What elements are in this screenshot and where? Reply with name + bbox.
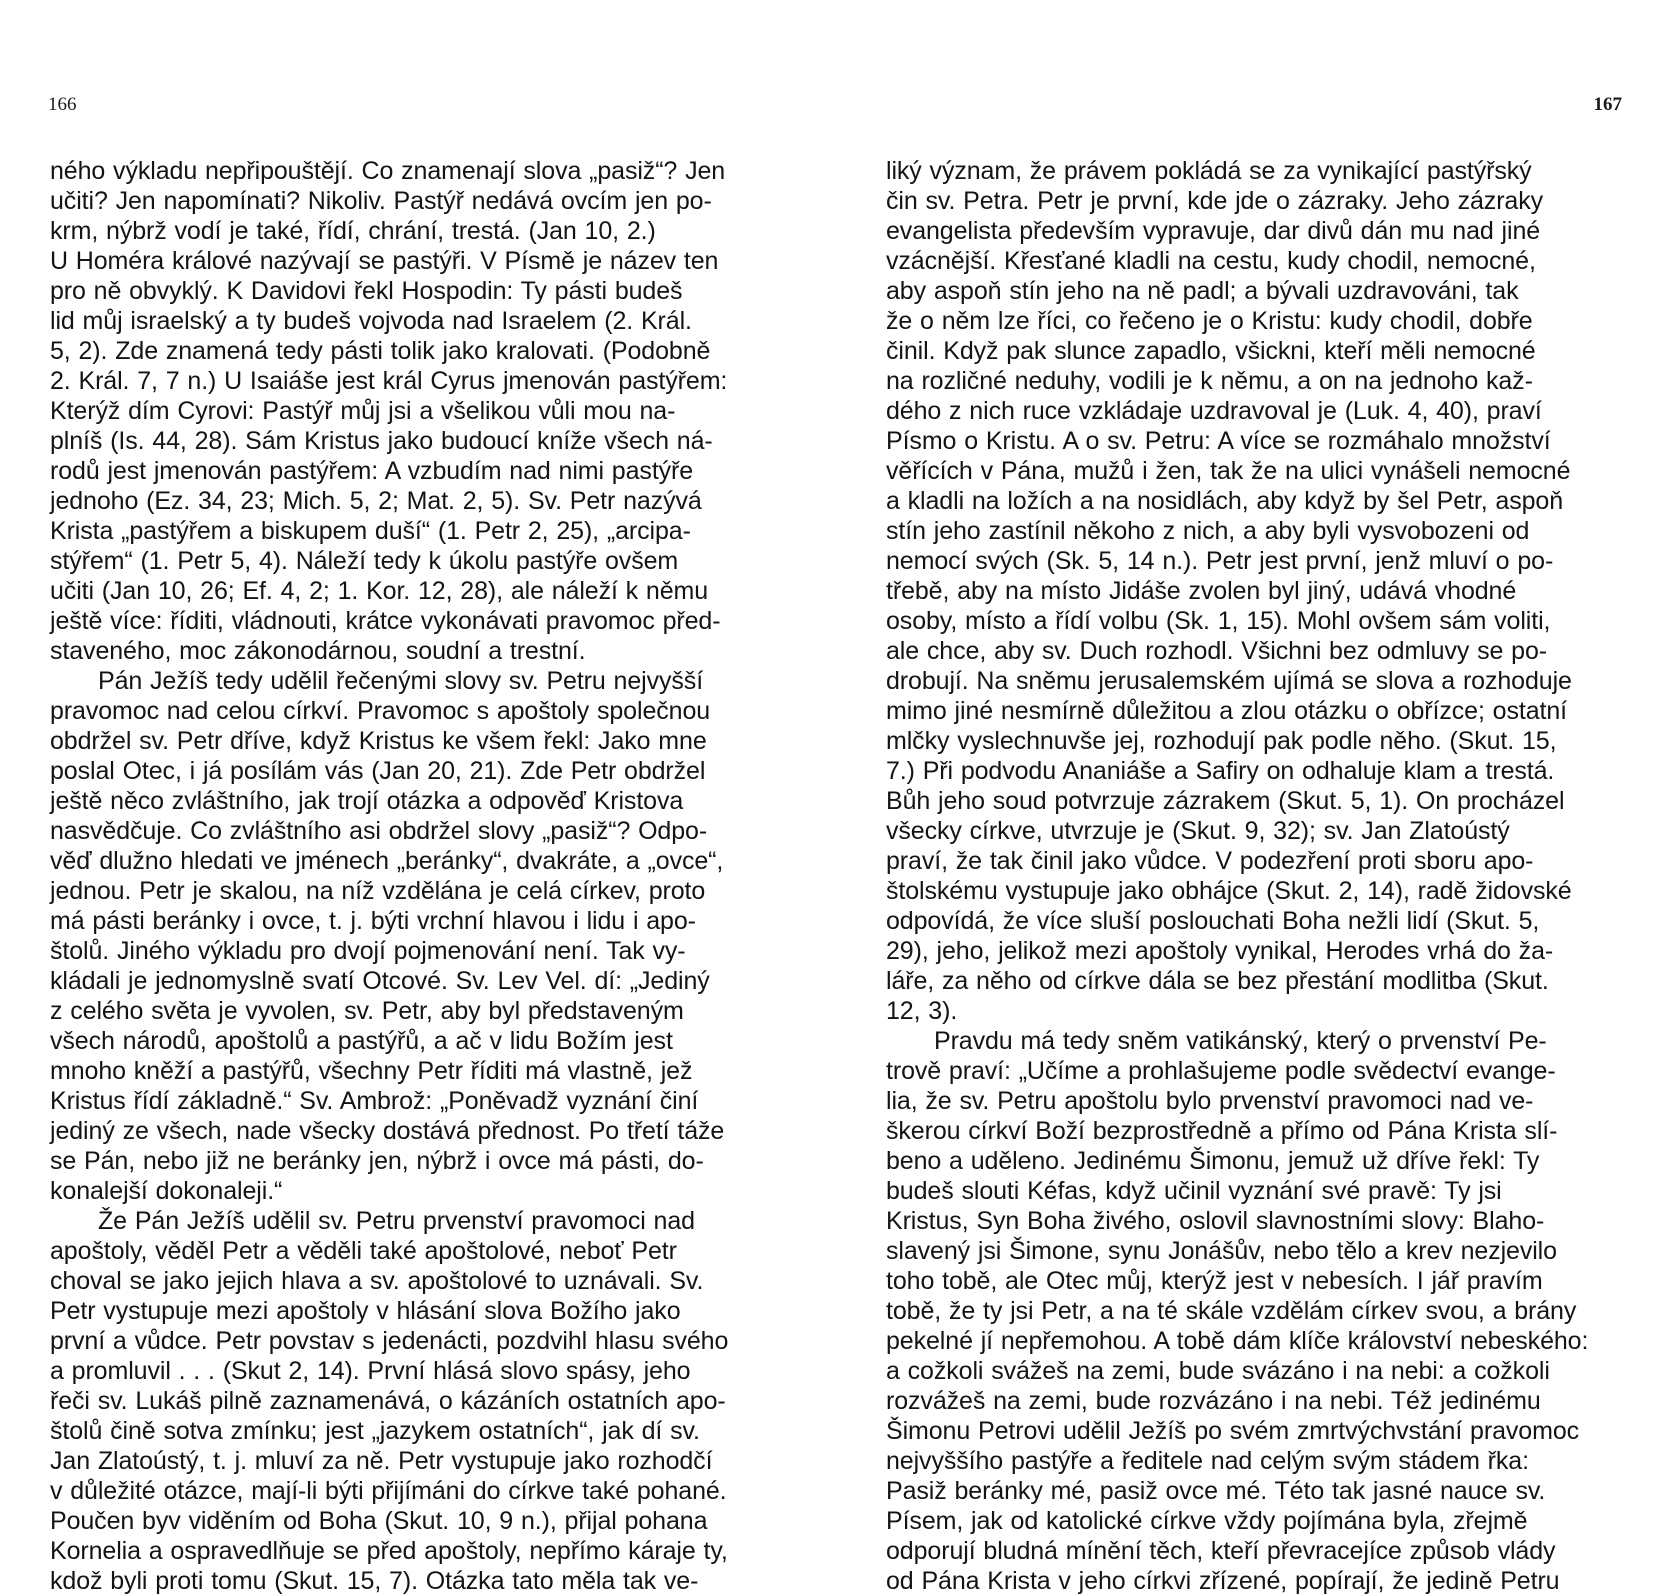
- text-line: konalejší dokonaleji.“: [50, 1177, 283, 1205]
- text-line: ještě více: říditi, vládnouti, krátce vykonávati pravomoc před-: [50, 607, 721, 635]
- text-line: Krista „pastýřem a biskupem duší“ (1. Petr 2, 25), „arcipa-: [50, 517, 691, 545]
- text-line: Kornelia a ospravedlňuje se před apoštoly, nepřímo káraje ty,: [50, 1537, 728, 1565]
- text-line: věřících v Pána, mužů i žen, tak že na ulici vynášeli nemocné: [886, 457, 1571, 485]
- text-line: 12, 3).: [886, 997, 958, 1025]
- text-line: mlčky vyslechnuvše jej, rozhodují pak podle něho. (Skut. 15,: [886, 727, 1557, 755]
- text-line: jednoho (Ez. 34, 23; Mich. 5, 2; Mat. 2, 5). Sv. Petr nazývá: [50, 487, 702, 515]
- text-line: U Homéra králové nazývají se pastýři. V Písmě je název ten: [50, 247, 719, 275]
- text-line: v důležité otázce, mají-li býti přijímáni do církve také pohané.: [50, 1477, 727, 1505]
- text-line: dého z nich ruce vzkládaje uzdravoval je (Luk. 4, 40), praví: [886, 397, 1542, 425]
- text-line: má pásti beránky i ovce, t. j. býti vrchní hlavou i lidu i apo-: [50, 907, 696, 935]
- text-line: tobě, že ty jsi Petr, a na té skále vzdělám církev svou, a brány: [886, 1297, 1577, 1325]
- text-line: aby aspoň stín jeho na ně padl; a bývali uzdravováni, tak: [886, 277, 1519, 305]
- text-line: kdož byli proti tomu (Skut. 15, 7). Otázka tato měla tak ve-: [50, 1567, 699, 1595]
- text-line: trově praví: „Učíme a prohlašujeme podle svědectví evange-: [886, 1057, 1556, 1085]
- text-line: čin sv. Petra. Petr je první, kde jde o zázraky. Jeho zázraky: [886, 187, 1544, 215]
- right-page-text: [886, 156, 1626, 1596]
- text-line: stín jeho zastínil někoho z nich, a aby byli vysvobozeni od: [886, 517, 1530, 545]
- text-line: 7.) Při podvodu Ananiáše a Safiry on odhaluje klam a trestá.: [886, 757, 1555, 785]
- text-line: Bůh jeho soud potvrzuje zázrakem (Skut. 5, 1). On procházel: [886, 787, 1565, 815]
- text-line: pravomoc nad celou církví. Pravomoc s apoštoly společnou: [50, 697, 711, 725]
- text-line: obdržel sv. Petr dříve, když Kristus ke všem řekl: Jako mne: [50, 727, 707, 755]
- text-line: Kterýž dím Cyrovi: Pastýř můj jsi a všelikou vůli mou na-: [50, 397, 676, 425]
- text-line: stýřem“ (1. Petr 5, 4). Náleží tedy k úkolu pastýře ovšem: [50, 547, 679, 575]
- text-line: praví, že tak činil jako vůdce. V podezření proti sboru apo-: [886, 847, 1534, 875]
- text-line: rozvážeš na zemi, bude rozvázáno i na nebi. Též jedinému: [886, 1387, 1541, 1415]
- text-line: Písmo o Kristu. A o sv. Petru: A více se rozmáhalo množství: [886, 427, 1551, 455]
- text-line: učiti? Jen napomínati? Nikoliv. Pastýř nedává ovcím jen po-: [50, 187, 712, 215]
- text-line: Že Pán Ježíš udělil sv. Petru prvenství pravomoci nad: [98, 1207, 695, 1235]
- text-line: plníš (Is. 44, 28). Sám Kristus jako budoucí kníže všech ná-: [50, 427, 713, 455]
- text-line: učiti (Jan 10, 26; Ef. 4, 2; 1. Kor. 12, 28), ale náleží k němu: [50, 577, 709, 605]
- text-line: mimo jiné nesmírně důležitou a zlou otázku o obřízce; ostatní: [886, 697, 1568, 725]
- text-line: lia, že sv. Petru apoštolu bylo prvenství pravomoci nad ve-: [886, 1087, 1534, 1115]
- text-line: první a vůdce. Petr povstav s jedenácti, pozdvihl hlasu svého: [50, 1327, 729, 1355]
- text-line: Kristus, Syn Boha živého, oslovil slavnostními slovy: Blaho-: [886, 1207, 1545, 1235]
- text-line: mnoho kněží a pastýřů, všechny Petr říditi má vlastně, jež: [50, 1057, 693, 1085]
- text-line: evangelista především vypravuje, dar divů dán mu nad jiné: [886, 217, 1541, 245]
- text-line: jednou. Petr je skalou, na níž vzdělána je celá církev, proto: [50, 877, 706, 905]
- text-line: Jan Zlatoústý, t. j. mluví za ně. Petr vystupuje jako rozhodčí: [50, 1447, 713, 1475]
- text-line: ného výkladu nepřipouštějí. Co znamenají slova „pasiž“? Jen: [50, 157, 726, 185]
- text-line: a cožkoli svážeš na zemi, bude svázáno i na nebi: a cožkoli: [886, 1357, 1550, 1385]
- page-number-right: 167: [1593, 94, 1622, 115]
- text-line: nasvědčuje. Co zvláštního asi obdržel slovy „pasiž“? Odpo-: [50, 817, 708, 845]
- text-line: beno a uděleno. Jedinému Šimonu, jemuž už dříve řekl: Ty: [886, 1147, 1540, 1175]
- left-page-text: [50, 156, 786, 1596]
- text-line: Pán Ježíš tedy udělil řečenými slovy sv. Petru nejvyšší: [98, 667, 704, 695]
- text-line: pekelné jí nepřemohou. A tobě dám klíče království nebeského:: [886, 1327, 1589, 1355]
- text-line: štolskému vystupuje jako obhájce (Skut. 2, 14), radě židovské: [886, 877, 1572, 905]
- text-line: nemocí svých (Sk. 5, 14 n.). Petr jest první, jenž mluví o po-: [886, 547, 1554, 575]
- text-line: lid můj israelský a ty budeš vojvoda nad Israelem (2. Král.: [50, 307, 692, 335]
- text-line: a kladli na ložích a na nosidlách, aby když by šel Petr, aspoň: [886, 487, 1564, 515]
- text-line: Kristus řídí základně.“ Sv. Ambrož: „Poněvadž vyznání činí: [50, 1087, 699, 1115]
- text-line: Písem, jak od katolické církve vždy pojímána byla, zřejmě: [886, 1507, 1528, 1535]
- text-line: že o něm lze říci, co řečeno je o Kristu: kudy chodil, dobře: [886, 307, 1533, 335]
- right-page: [836, 0, 1672, 1595]
- text-line: řeči sv. Lukáš pilně zaznamenává, o kázáních ostatních apo-: [50, 1387, 726, 1415]
- text-line: pro ně obvyklý. K Davidovi řekl Hospodin: Ty pásti budeš: [50, 277, 683, 305]
- text-line: krm, nýbrž vodí je také, řídí, chrání, trestá. (Jan 10, 2.): [50, 217, 656, 245]
- text-line: slavený jsi Šimone, synu Jonášův, nebo tělo a krev nezjevilo: [886, 1237, 1557, 1265]
- text-line: poslal Otec, i já posílám vás (Jan 20, 21). Zde Petr obdržel: [50, 757, 706, 785]
- text-line: štolů. Jiného výkladu pro dvojí pojmenování není. Tak vy-: [50, 937, 686, 965]
- text-line: činil. Když pak slunce zapadlo, všickni, kteří měli nemocné: [886, 337, 1536, 365]
- text-line: a promluvil . . . (Skut 2, 14). První hlásá slovo spásy, jeho: [50, 1357, 691, 1385]
- text-line: choval se jako jejich hlava a sv. apoštolové to uznávali. Sv.: [50, 1267, 704, 1295]
- text-line: jediný ze všech, nade všecky dostává přednost. Po třetí táže: [50, 1117, 725, 1145]
- text-line: na rozličné neduhy, vodili je k němu, a on na jednoho kaž-: [886, 367, 1533, 395]
- text-line: rodů jest jmenován pastýřem: A vzbudím nad nimi pastýře: [50, 457, 694, 485]
- text-line: všecky církve, utvrzuje je (Skut. 9, 32); sv. Jan Zlatoústý: [886, 817, 1510, 845]
- text-line: kládali je jednomyslně svatí Otcové. Sv. Lev Vel. dí: „Jediný: [50, 967, 710, 995]
- text-line: třebě, aby na místo Jidáše zvolen byl jiný, udává vhodné: [886, 577, 1517, 605]
- text-line: osoby, místo a řídí volbu (Sk. 1, 15). Mohl ovšem sám voliti,: [886, 607, 1551, 635]
- text-line: od Pána Krista v jeho církvi zřízené, popírají, že jedině Petru: [886, 1567, 1560, 1595]
- text-line: odpovídá, že více sluší poslouchati Boha nežli lidí (Skut. 5,: [886, 907, 1540, 935]
- left-page: [0, 0, 836, 1595]
- text-line: ještě něco zvláštního, jak trojí otázka a odpověď Kristova: [50, 787, 684, 815]
- text-line: Šimonu Petrovi udělil Ježíš po svém zmrtvýchvstání pravomoc: [886, 1417, 1580, 1445]
- text-line: 5, 2). Zde znamená tedy pásti tolik jako kralovati. (Podobně: [50, 337, 711, 365]
- text-line: 29), jeho, jelikož mezi apoštoly vynikal, Herodes vrhá do ža-: [886, 937, 1554, 965]
- text-line: věď dlužno hledati ve jménech „beránky“, dvakráte, a „ovce“,: [50, 847, 724, 875]
- text-line: toho tobě, ale Otec můj, kterýž jest v nebesích. I jář pravím: [886, 1267, 1543, 1295]
- text-line: se Pán, nebo již ne beránky jen, nýbrž i ovce má pásti, do-: [50, 1147, 704, 1175]
- text-line: Pasiž beránky mé, pasiž ovce mé. Této tak jasné nauce sv.: [886, 1477, 1546, 1505]
- page-number-left: 166: [48, 94, 77, 115]
- text-line: Poučen byv viděním od Boha (Skut. 10, 9 n.), přijal pohana: [50, 1507, 708, 1535]
- text-line: všech národů, apoštolů a pastýřů, a ač v lidu Božím jest: [50, 1027, 673, 1055]
- text-line: drobují. Na sněmu jerusalemském ujímá se slova a rozhoduje: [886, 667, 1572, 695]
- text-line: škerou církví Boží bezprostředně a přímo od Pána Krista slí-: [886, 1117, 1558, 1145]
- text-line: nejvyššího pastýře a ředitele nad celým svým stádem řka:: [886, 1447, 1529, 1475]
- text-line: z celého světa je vyvolen, sv. Petr, aby byl představeným: [50, 997, 684, 1025]
- text-line: budeš slouti Kéfas, když učinil vyznání své pravě: Ty jsi: [886, 1177, 1502, 1205]
- text-line: 2. Král. 7, 7 n.) U Isaiáše jest král Cyrus jmenován pastýřem:: [50, 367, 728, 395]
- text-line: odporují bludná mínění těch, kteří převracejíce způsob vlády: [886, 1537, 1556, 1565]
- text-line: staveného, moc zákonodárnou, soudní a trestní.: [50, 637, 586, 665]
- text-line: liký význam, že právem pokládá se za vynikající pastýřský: [886, 157, 1532, 185]
- text-line: Petr vystupuje mezi apoštoly v hlásání slova Božího jako: [50, 1297, 681, 1325]
- text-line: apoštoly, věděl Petr a věděli také apoštolové, neboť Petr: [50, 1237, 677, 1265]
- text-line: štolů čině sotva zmínku; jest „jazykem ostatních“, jak dí sv.: [50, 1417, 700, 1445]
- text-line: ale chce, aby sv. Duch rozhodl. Všichni bez odmluvy se po-: [886, 637, 1547, 665]
- text-line: Pravdu má tedy sněm vatikánský, který o prvenství Pe-: [934, 1027, 1547, 1055]
- text-line: láře, za něho od církve dála se bez přestání modlitba (Skut.: [886, 967, 1549, 995]
- text-line: vzácnější. Křesťané kladli na cestu, kudy chodil, nemocné,: [886, 247, 1536, 275]
